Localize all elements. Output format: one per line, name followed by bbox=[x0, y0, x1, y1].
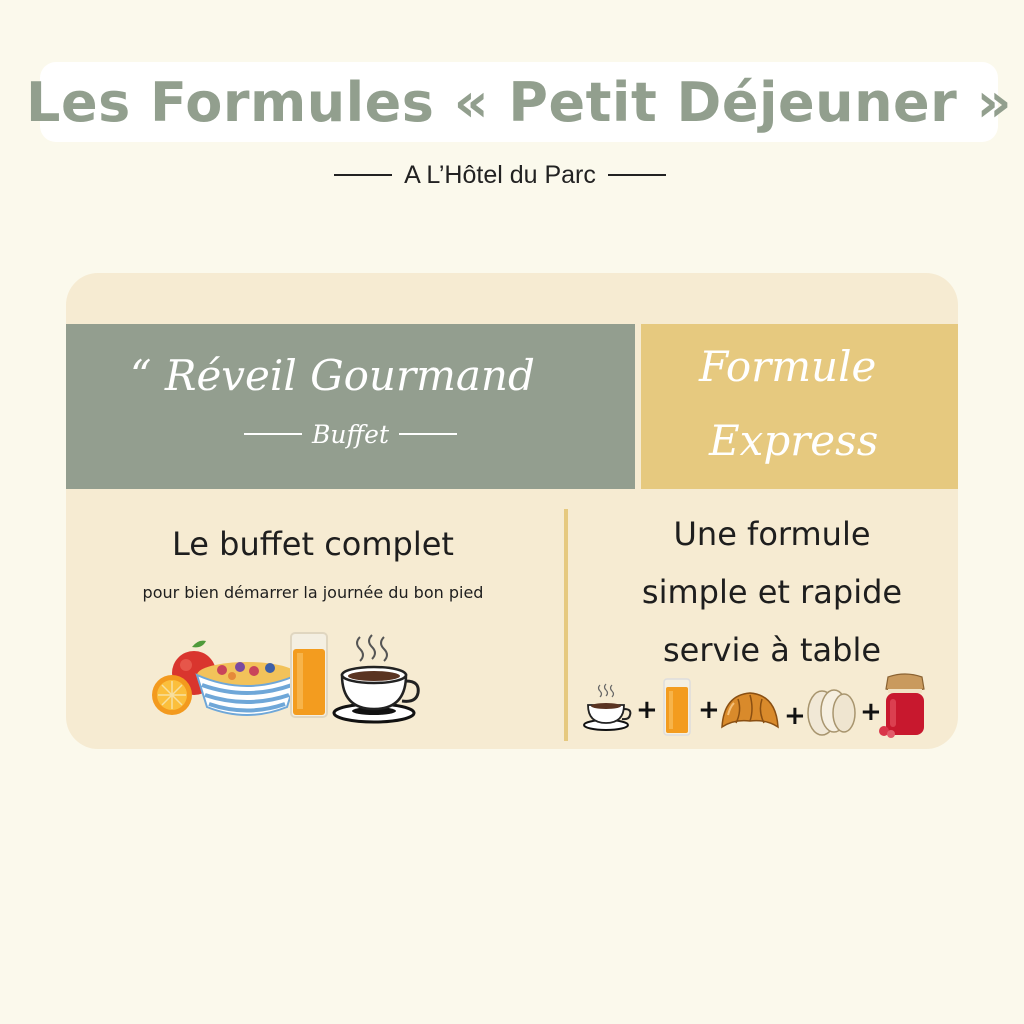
bread-icon bbox=[802, 683, 858, 739]
buffet-header bbox=[66, 324, 635, 489]
express-description-line: simple et rapide bbox=[641, 573, 903, 611]
express-heading-line2: Express bbox=[709, 416, 879, 465]
buffet-tag: Buffet bbox=[311, 419, 390, 449]
buffet-rule-right bbox=[399, 433, 457, 435]
combo-orange-juice-icon bbox=[662, 677, 692, 737]
title-banner bbox=[26, 62, 1012, 142]
buffet-rule-left bbox=[244, 433, 302, 435]
combo-plus: + bbox=[698, 695, 720, 725]
combo-plus: + bbox=[636, 695, 658, 725]
buffet-description-sub: pour bien démarrer la journée du bon pied bbox=[142, 583, 484, 602]
express-heading-line1: Formule bbox=[699, 342, 877, 391]
page-subtitle: A L’Hôtel du Parc bbox=[404, 160, 596, 189]
buffet-heading: “ Réveil Gourmand bbox=[130, 351, 535, 400]
panel-divider bbox=[564, 509, 568, 741]
combo-coffee-icon bbox=[582, 683, 632, 733]
express-description-line: Une formule bbox=[673, 515, 871, 553]
combo-plus: + bbox=[784, 701, 806, 731]
express-description bbox=[586, 505, 958, 679]
express-header bbox=[641, 324, 958, 489]
croissant-icon bbox=[718, 685, 782, 739]
formulas-card bbox=[66, 273, 958, 749]
subtitle-rule-right bbox=[608, 174, 666, 176]
coffee-cup-icon bbox=[330, 633, 420, 725]
buffet-tag-row bbox=[66, 414, 635, 454]
subtitle-row bbox=[0, 158, 1000, 192]
combo-plus: + bbox=[860, 697, 882, 727]
orange-juice-glass-icon bbox=[288, 631, 330, 719]
cereal-bowl-icon bbox=[192, 657, 302, 727]
buffet-description-title: Le buffet complet bbox=[172, 525, 454, 563]
jam-jar-icon bbox=[878, 673, 932, 739]
subtitle-rule-left bbox=[334, 174, 392, 176]
express-description-line: servie à table bbox=[662, 631, 882, 669]
page-title: Les Formules « Petit Déjeuner » bbox=[26, 70, 1012, 134]
